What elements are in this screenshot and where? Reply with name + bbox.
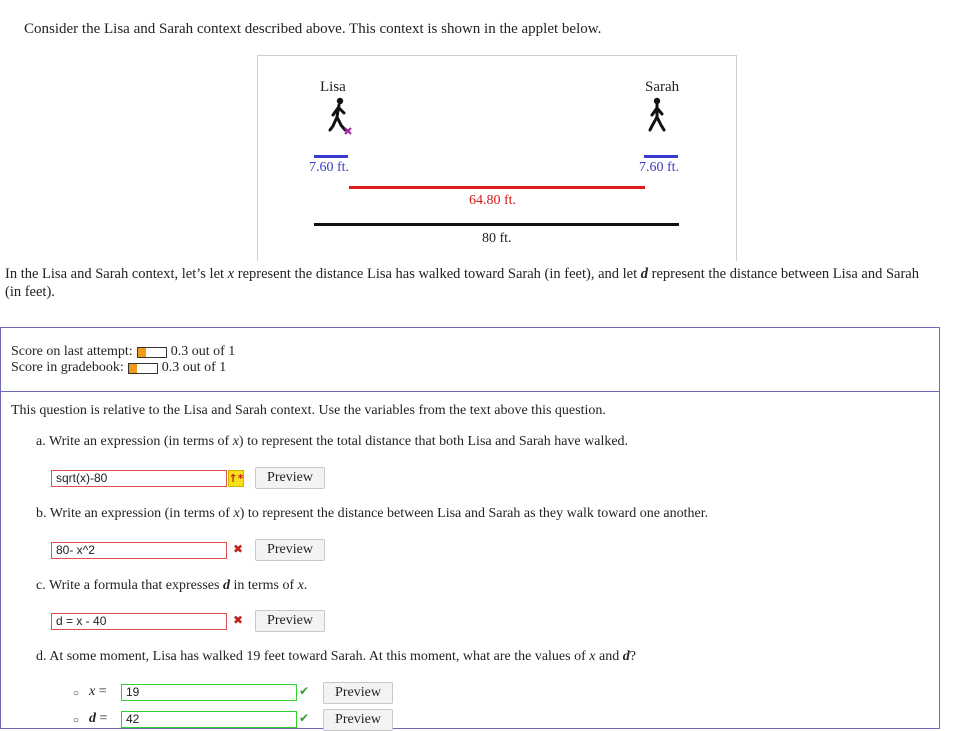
between-distance-bar bbox=[349, 186, 645, 189]
correct-check-icon: ✔ bbox=[299, 711, 310, 725]
incorrect-icon: ✖ bbox=[233, 613, 244, 627]
context-text-3: represent the distance between Lisa and Sarah (in feet). bbox=[5, 266, 919, 300]
part-a-var: x bbox=[232, 434, 239, 449]
gradebook-score bbox=[11, 360, 235, 376]
preview-d-button[interactable]: Preview bbox=[323, 709, 393, 731]
sarah-walker-icon bbox=[644, 96, 670, 136]
x-equals-label bbox=[89, 684, 107, 700]
part-b-post: ) to represent the distance between Lisa and Sarah as they walk toward one another. bbox=[239, 506, 709, 521]
context-text-2: represent the distance Lisa has walked toward Sarah (in feet), and let bbox=[234, 266, 641, 282]
preview-b-button[interactable]: Preview bbox=[255, 539, 325, 561]
context-paragraph bbox=[5, 265, 925, 301]
part-c-pre: c. Write a formula that expresses bbox=[36, 578, 223, 593]
incorrect-icon: ✖ bbox=[233, 542, 244, 556]
partial-warning-icon[interactable]: ↑* bbox=[228, 472, 244, 485]
sarah-label: Sarah bbox=[645, 79, 680, 95]
part-a-prompt bbox=[36, 434, 628, 450]
question-intro: This question is relative to the Lisa and Sarah context. Use the variables from the text above this question. bbox=[11, 403, 606, 418]
equals-sign: = bbox=[99, 711, 108, 726]
part-c-var-d: d bbox=[222, 578, 230, 593]
part-c-mid: in terms of bbox=[229, 578, 298, 593]
part-d-var-x: x bbox=[589, 649, 596, 664]
intro-text: Consider the Lisa and Sarah context described above. This context is shown in the applet below. bbox=[24, 21, 602, 37]
last-attempt-score bbox=[11, 344, 235, 360]
answer-d-input[interactable]: 42 bbox=[121, 711, 297, 728]
answer-b-input[interactable]: 80- x^2 bbox=[51, 542, 227, 559]
applet-panel bbox=[257, 55, 737, 261]
equals-sign: = bbox=[98, 684, 107, 699]
score-area bbox=[11, 344, 235, 376]
d-equals-label bbox=[89, 711, 107, 727]
total-distance-bar bbox=[314, 223, 679, 226]
gradebook-bar-fill bbox=[129, 364, 137, 373]
part-d-post: ? bbox=[629, 649, 636, 664]
part-c-post: . bbox=[303, 578, 308, 593]
between-distance-label: 64.80 ft. bbox=[469, 193, 517, 208]
var-x: x bbox=[227, 266, 235, 282]
lisa-label: Lisa bbox=[320, 79, 346, 95]
var-d: d bbox=[640, 266, 649, 282]
last-attempt-value: 0.3 out of 1 bbox=[170, 344, 236, 359]
part-d-mid: and bbox=[595, 649, 623, 664]
context-text-1: In the Lisa and Sarah context, let’s let bbox=[5, 266, 228, 282]
answer-c-input[interactable]: d = x - 40 bbox=[51, 613, 227, 630]
part-b-var: x bbox=[233, 506, 240, 521]
total-distance-label: 80 ft. bbox=[482, 231, 512, 246]
score-bar-icon bbox=[137, 347, 167, 358]
part-c-var-x: x bbox=[297, 578, 304, 593]
part-b-prompt bbox=[36, 506, 708, 522]
d-label: d bbox=[89, 711, 96, 726]
part-a-post: ) to represent the total distance that both Lisa and Sarah have walked. bbox=[238, 434, 629, 449]
part-d-var-d: d bbox=[622, 649, 630, 664]
bullet-icon: ○ bbox=[73, 715, 80, 726]
part-d-prompt bbox=[36, 649, 636, 665]
gradebook-value: 0.3 out of 1 bbox=[161, 360, 227, 375]
part-d-pre: d. At some moment, Lisa has walked 19 feet toward Sarah. At this moment, what are the values of bbox=[36, 649, 590, 664]
x-label: x bbox=[89, 684, 96, 699]
divider bbox=[1, 391, 939, 392]
lisa-walker-icon bbox=[324, 96, 356, 138]
gradebook-label: Score in gradebook: bbox=[11, 360, 124, 375]
preview-x-button[interactable]: Preview bbox=[323, 682, 393, 704]
lisa-distance-label: 7.60 ft. bbox=[309, 160, 350, 175]
preview-c-button[interactable]: Preview bbox=[255, 610, 325, 632]
answer-a-input[interactable]: sqrt(x)-80 bbox=[51, 470, 227, 487]
part-c-prompt bbox=[36, 578, 307, 594]
part-a-pre: a. Write an expression (in terms of bbox=[36, 434, 233, 449]
answer-x-input[interactable]: 19 bbox=[121, 684, 297, 701]
sarah-distance-bar bbox=[644, 155, 678, 158]
preview-a-button[interactable]: Preview bbox=[255, 467, 325, 489]
question-box bbox=[0, 327, 940, 729]
gradebook-bar-icon bbox=[128, 363, 158, 374]
bullet-icon: ○ bbox=[73, 688, 80, 699]
sarah-distance-label: 7.60 ft. bbox=[639, 160, 680, 175]
correct-check-icon: ✔ bbox=[299, 684, 310, 698]
score-bar-fill bbox=[138, 348, 146, 357]
part-b-pre: b. Write an expression (in terms of bbox=[36, 506, 234, 521]
last-attempt-label: Score on last attempt: bbox=[11, 344, 133, 359]
lisa-distance-bar bbox=[314, 155, 348, 158]
